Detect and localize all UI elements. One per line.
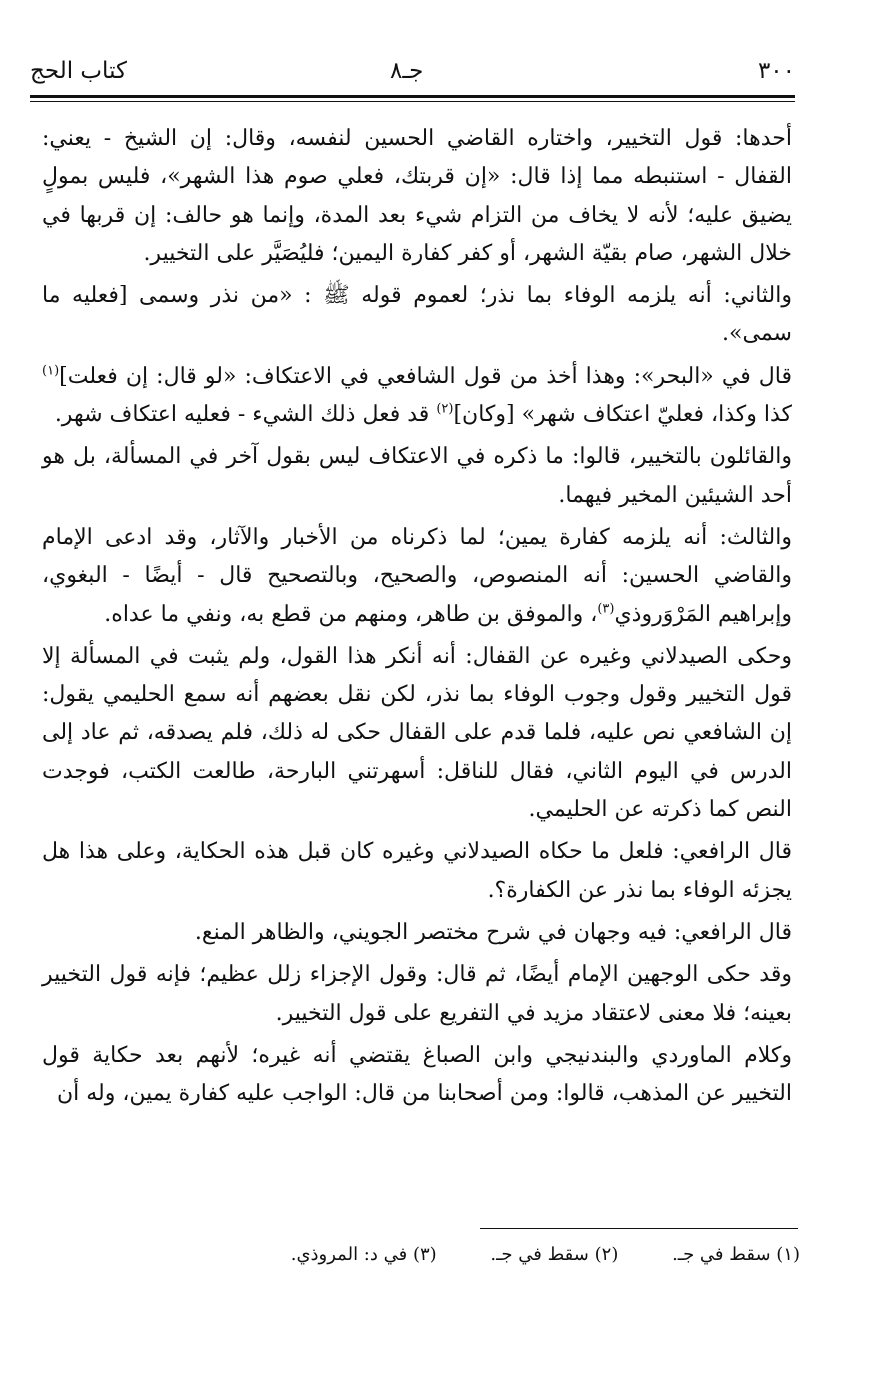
paragraph-text: وقد حكى الوجهين الإمام أيضًا، ثم قال: وقول الإجزاء زلل عظيم؛ فإنه قول التخيير بعينه؛ فلا معنى لاعتقاد مزيد في التفريع على قول التخيير.: [42, 962, 792, 1026]
paragraph-text: قال الرافعي: فلعل ما حكاه الصيدلاني وغيره كان قبل هذه الحكاية، وعلى هذا هل يجزئه الوفاء بما نذر عن الكفارة؟.: [42, 839, 792, 903]
book-title: كتاب الحج: [30, 58, 127, 84]
paragraph-text: والقائلون بالتخيير، قالوا: ما ذكره في الاعتكاف ليس بقول آخر في المسألة، بل هو أحد الشيئين المخير فيهما.: [42, 444, 792, 508]
paragraph-text: وحكى الصيدلاني وغيره عن القفال: أنه أنكر هذا القول، ولم يثبت في المسألة إلا قول التخيير وقول وجوب الوفاء بما نذر، لكن نقل بعضهم أنه سمع الحليمي يقول: إن الشافعي نص عليه، فلما قدم على القفال حكى له ذلك، فلم يصدقه، ثم عاد إلى الدرس في اليوم الثاني، فقال للناقل: أسهرتني البارحة، طالعت الكتب، فوجدت النص كما ذكرته عن الحليمي.: [42, 643, 792, 823]
footnote-text: سقط في جـ.: [672, 1244, 771, 1265]
paragraph-text: كذا وكذا، فعليّ اعتكاف شهر» [وكان]: [453, 402, 792, 428]
paragraph: [42, 833, 792, 910]
footnote-number: (١): [776, 1244, 800, 1265]
footnote-text: في د: المروذي.: [290, 1244, 408, 1265]
footnote-separator: [480, 1228, 798, 1229]
paragraph-text: والثالث: أنه يلزمه كفارة يمين؛ لما ذكرناه من الأخبار والآثار، وقد ادعى الإمام والقاضي الحسين: أنه المنصوص، والصحيح، وبالتصحيح قال - أيضًا - البغوي، وإبراهيم المَرْوَروذي: [42, 524, 792, 627]
header-rule-thick: [30, 95, 795, 98]
header-rule-thin: [30, 101, 795, 102]
footnote: [291, 1240, 437, 1270]
paragraph: [42, 638, 792, 829]
paragraph: [42, 438, 792, 515]
footnote-number: (٣): [412, 1244, 437, 1265]
volume-label: جـ٨: [390, 58, 424, 84]
footnote-ref[interactable]: (٣): [597, 601, 615, 617]
paragraph-text: قال الرافعي: فيه وجهان في شرح مختصر الجويني، والظاهر المنع.: [194, 919, 792, 945]
paragraph: [42, 120, 792, 273]
paragraph-text: أحدها: قول التخيير، واختاره القاضي الحسين لنفسه، وقال: إن الشيخ - يعني: القفال - استنبطه مما إذا قال: «إن قربتك، فعلي صوم هذا الشهر»، فليس بمولٍ يضيق عليه؛ لأنه لا يخاف من التزام شيء بعد المدة، وإنما هو حالف: إن قربها في خلال الشهر، صام بقيّة الشهر، أو كفر كفارة اليمين؛ فليُصَيَّر على التخيير.: [42, 126, 792, 266]
paragraph-text: ، والموفق بن طاهر، ومنهم من قطع به، ونفي ما عداه.: [104, 601, 598, 627]
paragraph: [42, 358, 792, 435]
paragraph: [42, 1037, 792, 1114]
paragraph: [42, 956, 792, 1033]
footnote-text: سقط في جـ.: [490, 1244, 589, 1265]
paragraph-text: قال في «البحر»: وهذا أخذ من قول الشافعي في الاعتكاف: «لو قال: إن فعلت]: [59, 363, 792, 389]
footnote: [490, 1240, 618, 1270]
paragraph-text: وكلام الماوردي والبندنيجي وابن الصباغ يقتضي أنه غيره؛ لأنهم بعد حكاية قول التخيير عن المذهب، قالوا: ومن أصحابنا من قال: الواجب عليه كفارة يمين، وله أن: [42, 1042, 792, 1107]
footnotes: [180, 1240, 800, 1270]
footnote: [672, 1240, 800, 1270]
paragraph-text: قد فعل ذلك الشيء - فعليه اعتكاف شهر.: [54, 402, 437, 428]
paragraph: [42, 277, 792, 354]
paragraph: [42, 519, 792, 634]
paragraph: [42, 914, 792, 952]
page-header: [30, 54, 795, 94]
paragraph-text: والثاني: أنه يلزمه الوفاء بما نذر؛ لعموم قوله ﷺ : «من نذر وسمى [فعليه ما سمى».: [42, 283, 792, 347]
footnote-ref[interactable]: (٢): [436, 401, 454, 417]
footnote-number: (٢): [594, 1244, 619, 1265]
main-text: [42, 120, 792, 1117]
footnote-ref[interactable]: (١): [42, 363, 60, 379]
page-number: ٣٠٠: [757, 58, 795, 84]
